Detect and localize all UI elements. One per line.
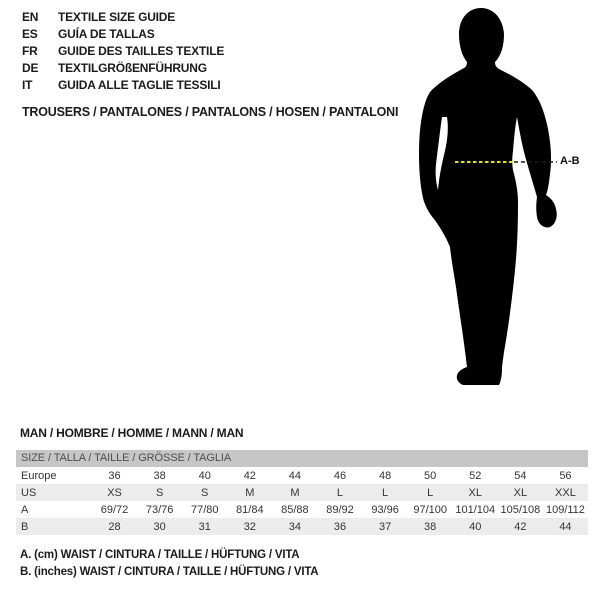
size-cell: M	[245, 486, 255, 499]
size-table-body	[16, 467, 588, 535]
size-cell: 38	[153, 469, 166, 482]
size-cell: 36	[333, 520, 347, 533]
size-cell: 32	[243, 520, 256, 533]
language-label: TEXTILE SIZE GUIDE	[58, 9, 176, 24]
language-code: EN	[22, 9, 39, 24]
language-row	[22, 76, 224, 93]
language-code: FR	[22, 43, 38, 58]
size-cell: 109/112	[545, 503, 585, 516]
row-label: B	[21, 520, 29, 533]
size-cell: M	[290, 486, 300, 499]
size-cell: 44	[288, 469, 302, 482]
size-cell: XL	[468, 486, 482, 499]
size-cell: 97/100	[413, 503, 447, 516]
size-cell: 56	[559, 469, 572, 482]
size-cell: 34	[288, 520, 302, 533]
size-cell: 105/108	[500, 503, 541, 516]
size-cell: 89/92	[326, 503, 354, 516]
measure-label-ab: A-B	[560, 155, 580, 167]
size-cell: XL	[513, 486, 528, 499]
footnote-b: B. (inches) WAIST / CINTURA / TAILLE / HÜFTUNG / VITA	[20, 566, 319, 578]
table-row-europe	[16, 467, 588, 484]
size-cell: S	[201, 486, 209, 499]
table-section-title: MAN / HOMBRE / HOMME / MANN / MAN	[20, 426, 244, 440]
size-cell: L	[382, 486, 389, 499]
size-cell: 52	[469, 469, 482, 482]
size-cell: 46	[333, 469, 347, 482]
size-table-header: SIZE / TALLA / TAILLE / GRÖSSE / TAGLIA	[16, 450, 588, 467]
language-row	[22, 8, 224, 25]
size-cell: 37	[378, 520, 392, 533]
size-cell: 54	[514, 469, 527, 482]
size-cell: XS	[107, 486, 122, 499]
language-row	[22, 25, 224, 42]
size-cell: 42	[243, 469, 256, 482]
size-cell: 40	[469, 520, 482, 533]
man-silhouette	[419, 8, 557, 385]
size-cell: 40	[198, 469, 211, 482]
size-cell: 30	[153, 520, 166, 533]
garment-title: TROUSERS / PANTALONES / PANTALONS / HOSEN / PANTALONI	[22, 105, 399, 119]
size-cell: S	[155, 486, 164, 499]
row-label: US	[21, 486, 37, 499]
language-label: GUIDA ALLE TAGLIE TESSILI	[58, 77, 221, 92]
size-cell: L	[427, 486, 434, 499]
size-cell: 50	[424, 469, 437, 482]
size-table	[16, 450, 588, 535]
language-label: GUIDE DES TAILLES TEXTILE	[58, 43, 225, 58]
language-code: DE	[22, 60, 39, 75]
size-cell: 93/96	[371, 503, 399, 516]
language-code: ES	[22, 26, 38, 41]
row-label: Europe	[21, 469, 57, 482]
size-cell: 38	[424, 520, 437, 533]
size-cell: 42	[514, 520, 527, 533]
size-cell: 73/76	[145, 503, 174, 516]
size-cell: XXL	[555, 486, 576, 499]
footnotes	[20, 547, 318, 581]
size-cell: 81/84	[236, 503, 264, 516]
row-label: A	[21, 503, 29, 516]
size-cell: L	[336, 486, 344, 499]
size-cell: 28	[108, 520, 121, 533]
table-row-a	[16, 501, 588, 518]
language-label: TEXTILGRÖßENFÜHRUNG	[58, 60, 207, 75]
table-row-us	[16, 484, 588, 501]
size-cell: 69/72	[100, 503, 129, 516]
size-cell: 48	[378, 469, 392, 482]
size-cell: 85/88	[281, 503, 309, 516]
size-cell: 36	[108, 469, 121, 482]
footnote-a: A. (cm) WAIST / CINTURA / TAILLE / HÜFTUNG / VITA	[20, 549, 300, 561]
size-cell: 101/104	[455, 503, 496, 516]
language-row	[22, 59, 224, 76]
language-list	[22, 8, 224, 93]
size-cell: 44	[559, 520, 572, 533]
language-label: GUÍA DE TALLAS	[58, 26, 155, 41]
size-cell: 77/80	[190, 503, 219, 516]
size-cell: 31	[198, 520, 211, 533]
language-code: IT	[22, 77, 33, 92]
table-row-b	[16, 518, 588, 535]
language-row	[22, 42, 224, 59]
